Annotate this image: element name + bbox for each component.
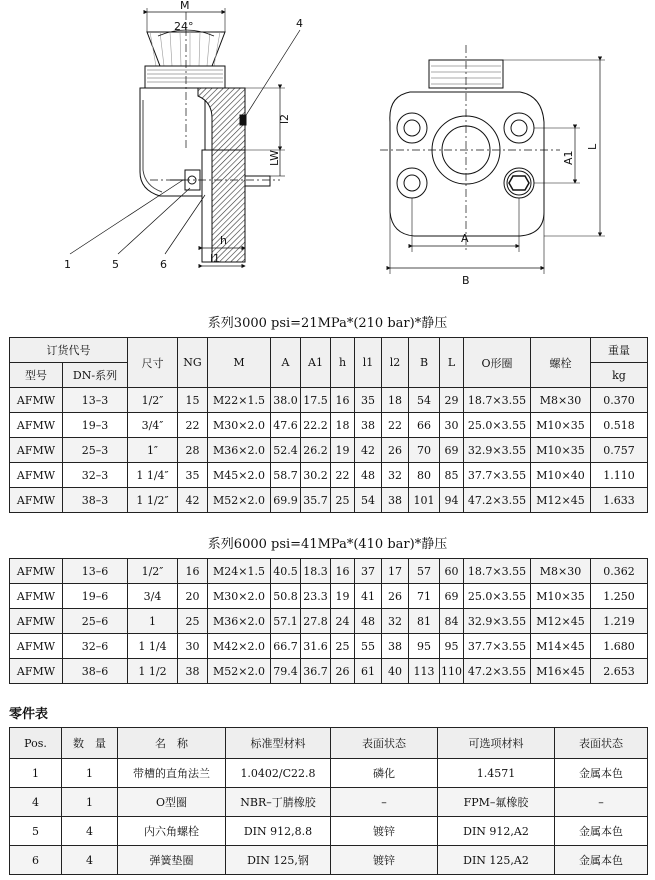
- header-dn: DN-系列: [63, 363, 128, 388]
- callout-5: 5: [112, 258, 119, 271]
- cell-l2: 26: [382, 438, 409, 463]
- cell-b: 80: [409, 463, 440, 488]
- cell-a1: 35.7: [301, 488, 331, 513]
- cell-l1: 41: [355, 584, 382, 609]
- parts-header-surface: 表面状态: [331, 728, 438, 759]
- cell-dn: 32–6: [63, 634, 128, 659]
- cell-dn: 25–6: [63, 609, 128, 634]
- cell-l: 29: [440, 388, 464, 413]
- cell-model: AFMW: [10, 584, 63, 609]
- cell-a1: 36.7: [301, 659, 331, 684]
- cell-bolt: M10×35: [531, 413, 591, 438]
- cell-h: 22: [331, 463, 355, 488]
- parts-header-name: 名 称: [118, 728, 226, 759]
- cell-a1: 26.2: [301, 438, 331, 463]
- cell-a: 79.4: [271, 659, 301, 684]
- cell-m: M52×2.0: [208, 488, 271, 513]
- cell-model: AFMW: [10, 609, 63, 634]
- cell-l: 30: [440, 413, 464, 438]
- cell-oring: 25.0×3.55: [464, 413, 531, 438]
- table-row: [10, 559, 648, 584]
- cell-ng: 30: [178, 634, 208, 659]
- callout-6: 6: [160, 258, 167, 271]
- cell-bolt: M14×45: [531, 634, 591, 659]
- cell-l1: 54: [355, 488, 382, 513]
- parts-cell-pos: 4: [10, 788, 62, 817]
- parts-cell-opt: FPM–氟橡胶: [438, 788, 555, 817]
- parts-header-pos: Pos.: [10, 728, 62, 759]
- parts-cell-name: O型圈: [118, 788, 226, 817]
- cell-b: 70: [409, 438, 440, 463]
- cell-l: 94: [440, 488, 464, 513]
- cell-ng: 22: [178, 413, 208, 438]
- cell-dn: 19–3: [63, 413, 128, 438]
- cell-l2: 22: [382, 413, 409, 438]
- header-bolt: 螺栓: [531, 338, 591, 388]
- cell-h: 16: [331, 388, 355, 413]
- header-size: 尺寸: [128, 338, 178, 388]
- table-row: [10, 659, 648, 684]
- cell-ng: 42: [178, 488, 208, 513]
- cell-h: 25: [331, 488, 355, 513]
- cell-oring: 32.9×3.55: [464, 609, 531, 634]
- cell-bolt: M10×35: [531, 584, 591, 609]
- cell-l2: 38: [382, 634, 409, 659]
- parts-row: [10, 759, 648, 788]
- parts-cell-opt: DIN 912,A2: [438, 817, 555, 846]
- parts-cell-name: 内六角螺栓: [118, 817, 226, 846]
- cell-b: 71: [409, 584, 440, 609]
- cell-ng: 20: [178, 584, 208, 609]
- dim-label-b: B: [462, 274, 470, 287]
- dim-label-a1: A1: [562, 150, 575, 165]
- table-row: [10, 634, 648, 659]
- cell-m: M42×2.0: [208, 634, 271, 659]
- parts-cell-name: 弹簧垫圈: [118, 846, 226, 875]
- table-row: [10, 463, 648, 488]
- table-row: [10, 488, 648, 513]
- parts-cell-pos: 1: [10, 759, 62, 788]
- cell-oring: 47.2×3.55: [464, 659, 531, 684]
- table-row: [10, 388, 648, 413]
- cell-weight: 1.219: [591, 609, 648, 634]
- header-ng: NG: [178, 338, 208, 388]
- cell-l1: 35: [355, 388, 382, 413]
- parts-cell-surface2: –: [555, 788, 648, 817]
- cell-m: M45×2.0: [208, 463, 271, 488]
- parts-cell-surface2: 金属本色: [555, 846, 648, 875]
- header-a1: A1: [301, 338, 331, 388]
- cell-l2: 32: [382, 463, 409, 488]
- parts-cell-name: 带槽的直角法兰: [118, 759, 226, 788]
- cell-h: 16: [331, 559, 355, 584]
- cell-oring: 18.7×3.55: [464, 388, 531, 413]
- cell-size: 3/4″: [128, 413, 178, 438]
- cell-b: 101: [409, 488, 440, 513]
- cell-b: 66: [409, 413, 440, 438]
- cell-ng: 16: [178, 559, 208, 584]
- cell-model: AFMW: [10, 488, 63, 513]
- cell-weight: 1.680: [591, 634, 648, 659]
- cell-dn: 25–3: [63, 438, 128, 463]
- header-weight: 重量: [591, 338, 648, 363]
- table-row: [10, 584, 648, 609]
- cell-b: 54: [409, 388, 440, 413]
- cell-l1: 48: [355, 463, 382, 488]
- cell-bolt: M10×35: [531, 438, 591, 463]
- cell-l: 85: [440, 463, 464, 488]
- table-row: [10, 438, 648, 463]
- cell-l: 69: [440, 584, 464, 609]
- cell-m: M36×2.0: [208, 609, 271, 634]
- cell-h: 26: [331, 659, 355, 684]
- cell-l2: 18: [382, 388, 409, 413]
- parts-cell-pos: 5: [10, 817, 62, 846]
- series-6000-caption: 系列6000 psi=41MPa*(410 bar)*静压: [207, 537, 448, 552]
- cell-a1: 22.2: [301, 413, 331, 438]
- header-unit: kg: [591, 363, 648, 388]
- header-a: A: [271, 338, 301, 388]
- dim-label-l1: l1: [210, 252, 221, 265]
- cell-l: 110: [440, 659, 464, 684]
- cell-a: 69.9: [271, 488, 301, 513]
- cell-weight: 0.370: [591, 388, 648, 413]
- cell-a: 50.8: [271, 584, 301, 609]
- cell-m: M36×2.0: [208, 438, 271, 463]
- parts-cell-surface: –: [331, 788, 438, 817]
- cell-l1: 48: [355, 609, 382, 634]
- cell-l: 95: [440, 634, 464, 659]
- cell-model: AFMW: [10, 463, 63, 488]
- cell-h: 25: [331, 634, 355, 659]
- cell-size: 1″: [128, 438, 178, 463]
- cell-size: 1 1/4: [128, 634, 178, 659]
- cell-dn: 32–3: [63, 463, 128, 488]
- cell-bolt: M10×40: [531, 463, 591, 488]
- cell-model: AFMW: [10, 413, 63, 438]
- cell-size: 1/2″: [128, 388, 178, 413]
- cell-ng: 35: [178, 463, 208, 488]
- parts-header-surface2: 表面状态: [555, 728, 648, 759]
- cell-a1: 30.2: [301, 463, 331, 488]
- header-oring: O形圈: [464, 338, 531, 388]
- cell-h: 18: [331, 413, 355, 438]
- header-l2: l2: [382, 338, 409, 388]
- cell-size: 1 1/4″: [128, 463, 178, 488]
- parts-row: [10, 846, 648, 875]
- cell-b: 113: [409, 659, 440, 684]
- cell-weight: 1.633: [591, 488, 648, 513]
- cell-size: 1 1/2: [128, 659, 178, 684]
- cell-l1: 38: [355, 413, 382, 438]
- parts-cell-qty: 1: [62, 788, 118, 817]
- cell-bolt: M16×45: [531, 659, 591, 684]
- cell-a1: 31.6: [301, 634, 331, 659]
- cell-m: M30×2.0: [208, 584, 271, 609]
- cell-a1: 17.5: [301, 388, 331, 413]
- cell-a: 40.5: [271, 559, 301, 584]
- cell-a: 57.1: [271, 609, 301, 634]
- cell-m: M30×2.0: [208, 413, 271, 438]
- parts-cell-surface: 镀锌: [331, 846, 438, 875]
- cell-weight: 0.518: [591, 413, 648, 438]
- cell-size: 1 1/2″: [128, 488, 178, 513]
- cell-l2: 40: [382, 659, 409, 684]
- parts-header-opt: 可选项材料: [438, 728, 555, 759]
- dim-label-lw: LW: [268, 150, 281, 166]
- parts-cell-opt: DIN 125,A2: [438, 846, 555, 875]
- cell-size: 3/4: [128, 584, 178, 609]
- cell-weight: 1.250: [591, 584, 648, 609]
- cell-model: AFMW: [10, 559, 63, 584]
- callout-1: 1: [64, 258, 71, 271]
- cell-dn: 38–3: [63, 488, 128, 513]
- cell-l1: 37: [355, 559, 382, 584]
- series-3000-caption: 系列3000 psi=21MPa*(210 bar)*静压: [207, 316, 448, 331]
- cell-a: 47.6: [271, 413, 301, 438]
- parts-row: [10, 788, 648, 817]
- cell-oring: 18.7×3.55: [464, 559, 531, 584]
- cell-weight: 0.757: [591, 438, 648, 463]
- dim-label-l2: l2: [278, 113, 291, 124]
- cell-oring: 37.7×3.55: [464, 463, 531, 488]
- cell-a: 38.0: [271, 388, 301, 413]
- cell-ng: 38: [178, 659, 208, 684]
- table-row: [10, 609, 648, 634]
- cell-weight: 2.653: [591, 659, 648, 684]
- cell-a: 52.4: [271, 438, 301, 463]
- parts-cell-std: NBR–丁腈橡胶: [226, 788, 331, 817]
- parts-cell-std: DIN 912,8.8: [226, 817, 331, 846]
- dim-label-h: h: [220, 234, 227, 247]
- cell-b: 81: [409, 609, 440, 634]
- cell-m: M52×2.0: [208, 659, 271, 684]
- parts-cell-pos: 6: [10, 846, 62, 875]
- cell-oring: 47.2×3.55: [464, 488, 531, 513]
- cell-a: 66.7: [271, 634, 301, 659]
- cell-ng: 28: [178, 438, 208, 463]
- cell-oring: 37.7×3.55: [464, 634, 531, 659]
- cell-b: 57: [409, 559, 440, 584]
- dim-label-m: M: [180, 0, 190, 12]
- cell-size: 1: [128, 609, 178, 634]
- cell-l: 60: [440, 559, 464, 584]
- parts-cell-surface2: 金属本色: [555, 759, 648, 788]
- cell-bolt: M8×30: [531, 559, 591, 584]
- cell-a1: 23.3: [301, 584, 331, 609]
- cell-l2: 38: [382, 488, 409, 513]
- header-model: 型号: [10, 363, 63, 388]
- parts-cell-qty: 1: [62, 759, 118, 788]
- cell-weight: 0.362: [591, 559, 648, 584]
- cell-bolt: M12×45: [531, 609, 591, 634]
- parts-cell-std: 1.0402/C22.8: [226, 759, 331, 788]
- cell-l1: 55: [355, 634, 382, 659]
- cell-l1: 42: [355, 438, 382, 463]
- cell-a: 58.7: [271, 463, 301, 488]
- cell-dn: 13–6: [63, 559, 128, 584]
- cell-ng: 25: [178, 609, 208, 634]
- cell-h: 19: [331, 438, 355, 463]
- parts-cell-qty: 4: [62, 817, 118, 846]
- cell-a1: 18.3: [301, 559, 331, 584]
- cell-size: 1/2″: [128, 559, 178, 584]
- dim-label-a: A: [461, 232, 469, 245]
- dim-label-l: L: [586, 143, 599, 150]
- parts-cell-std: DIN 125,钢: [226, 846, 331, 875]
- series-6000-table: [9, 558, 648, 684]
- cell-model: AFMW: [10, 438, 63, 463]
- parts-cell-surface: 磷化: [331, 759, 438, 788]
- parts-cell-qty: 4: [62, 846, 118, 875]
- callout-4: 4: [296, 17, 303, 30]
- header-order-code: 订货代号: [10, 338, 128, 363]
- series-3000-table: [9, 337, 648, 513]
- parts-header-qty: 数 量: [62, 728, 118, 759]
- parts-cell-surface: 镀锌: [331, 817, 438, 846]
- header-h: h: [331, 338, 355, 388]
- cell-l2: 26: [382, 584, 409, 609]
- cell-a1: 27.8: [301, 609, 331, 634]
- cell-h: 24: [331, 609, 355, 634]
- cell-l: 84: [440, 609, 464, 634]
- parts-header-std: 标准型材料: [226, 728, 331, 759]
- table-row: [10, 413, 648, 438]
- cell-model: AFMW: [10, 659, 63, 684]
- cell-bolt: M12×45: [531, 488, 591, 513]
- cell-oring: 25.0×3.55: [464, 584, 531, 609]
- parts-title: 零件表: [9, 707, 49, 722]
- cell-ng: 15: [178, 388, 208, 413]
- side-view: [70, 8, 300, 266]
- cell-m: M22×1.5: [208, 388, 271, 413]
- header-m: M: [208, 338, 271, 388]
- cell-b: 95: [409, 634, 440, 659]
- cell-dn: 38–6: [63, 659, 128, 684]
- cell-l1: 61: [355, 659, 382, 684]
- cell-l2: 17: [382, 559, 409, 584]
- cell-l: 69: [440, 438, 464, 463]
- cell-dn: 13–3: [63, 388, 128, 413]
- cell-model: AFMW: [10, 388, 63, 413]
- technical-drawing: [0, 0, 655, 295]
- parts-table: [9, 727, 648, 875]
- cell-model: AFMW: [10, 634, 63, 659]
- cell-oring: 32.9×3.55: [464, 438, 531, 463]
- cell-l2: 32: [382, 609, 409, 634]
- parts-cell-opt: 1.4571: [438, 759, 555, 788]
- header-l1: l1: [355, 338, 382, 388]
- header-l: L: [440, 338, 464, 388]
- dim-label-angle: 24°: [174, 20, 194, 33]
- cell-bolt: M8×30: [531, 388, 591, 413]
- parts-cell-surface2: 金属本色: [555, 817, 648, 846]
- parts-row: [10, 817, 648, 846]
- cell-m: M24×1.5: [208, 559, 271, 584]
- cell-dn: 19–6: [63, 584, 128, 609]
- cell-h: 19: [331, 584, 355, 609]
- cell-weight: 1.110: [591, 463, 648, 488]
- header-b: B: [409, 338, 440, 388]
